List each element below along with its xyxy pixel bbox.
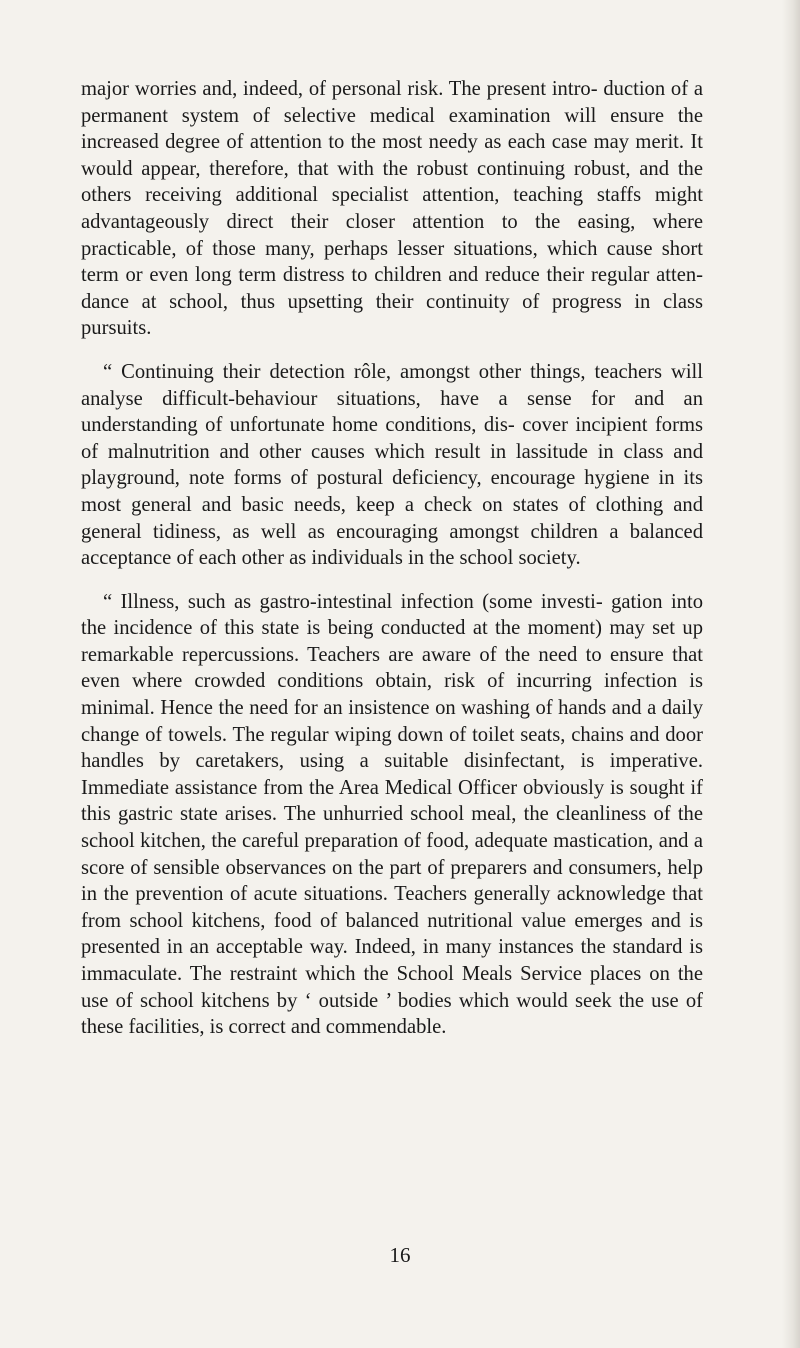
paragraph-3: “ Illness, such as gastro-intestinal infection (some investi- gation into the incidence of this state is being conducted at the moment) may set up remarkable repercussions. Teachers are aware of the need to ensure that even where crowded conditions obtain, risk of incurring infection is minimal. Hence the need for an insistence on washing of hands and a daily change of towels. The regular wiping down of toilet seats, chains and door handles by caretakers, using a suitable disinfectant, is imperative. Immediate assistance from the Area Medical Officer obviously is sought if this gastric state arises. The unhurried school meal, the cleanliness of the school kitchen, the careful preparation of food, adequate mastication, and a score of sensible observances on the part of preparers and consumers, help in the prevention of acute situations. Teachers generally acknowledge that from school kitchens, food of balanced nutritional value emerges and is presented in an acceptable way. Indeed, in many instances the standard is immaculate. The restraint which the School Meals Service places on the use of school kitchens by ‘ outside ’ bodies which would seek the use of these facilities, is correct and commendable. [81,590,703,1039]
paragraph-2: “ Continuing their detection rôle, amongst other things, teachers will analyse difficult-behaviour situations, have a sense for and an understanding of unfortunate home conditions, dis- cover incipient forms of malnutrition and other causes which result in lassitude in class and playground, note forms of postural deficiency, encourage hygiene in its most general and basic needs, keep a check on states of clothing and general tidiness, as well as encouraging amongst children a balanced acceptance of each other as individuals in the school society. [81,360,703,570]
page-edge-shadow [782,0,800,1348]
paragraph-1: major worries and, indeed, of personal risk. The present intro- duction of a permanent system of selective medical examination will ensure the increased degree of attention to the most needy as each case may merit. It would appear, therefore, that with the robust continuing robust, and the others receiving additional specialist attention, teaching staffs might advantageously direct their closer attention to the easing, where practicable, of those many, perhaps lesser situations, which cause short term or even long term distress to children and reduce their regular atten- dance at school, thus upsetting their continuity of progress in class pursuits. [81,78,703,340]
page-number: 16 [389,1243,411,1267]
body-text [81,76,703,1058]
